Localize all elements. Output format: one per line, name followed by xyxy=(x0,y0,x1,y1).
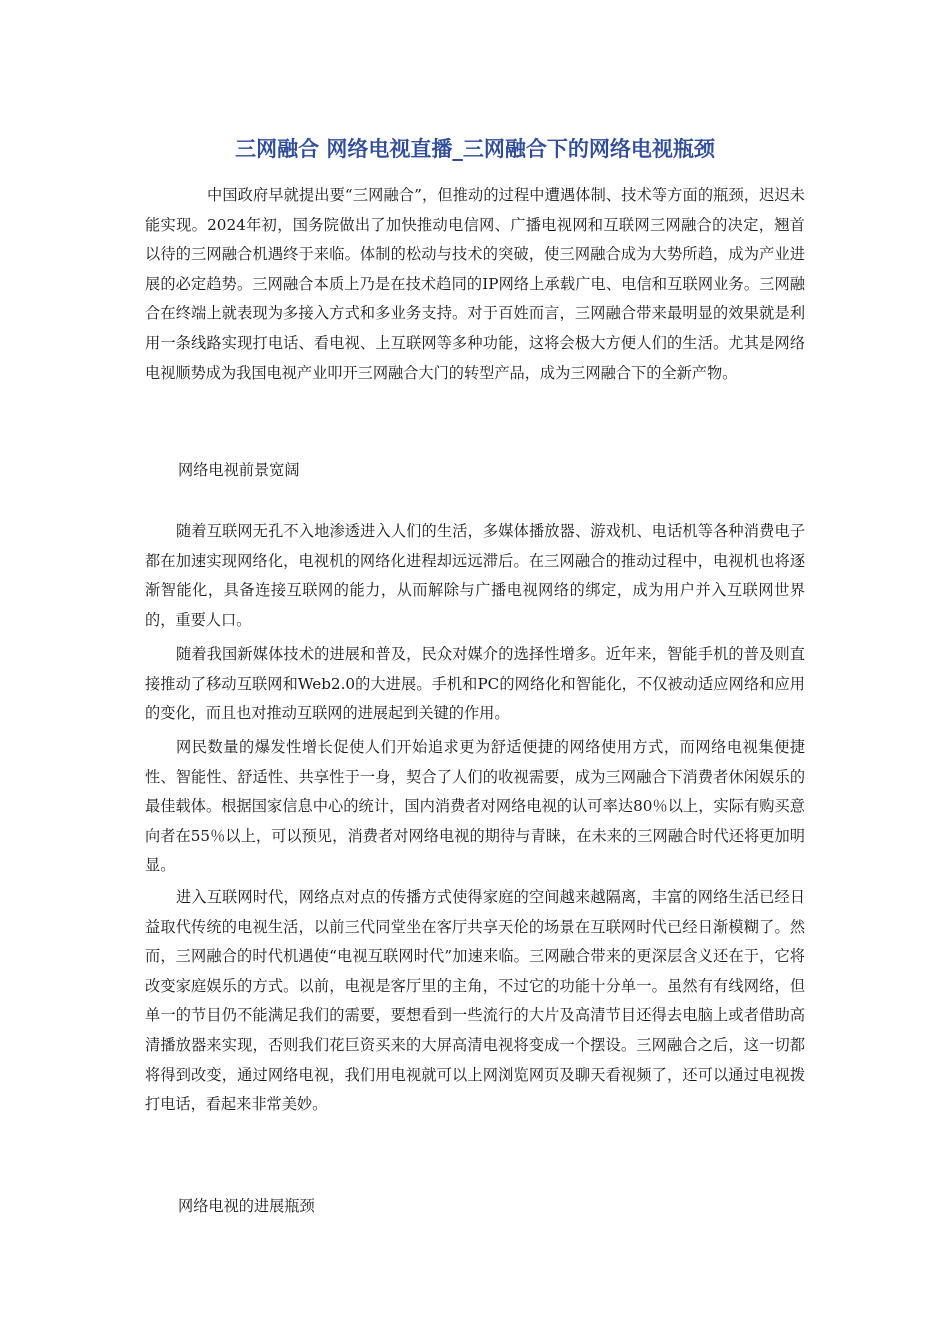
section-heading-prospects: 网络电视前景宽阔 xyxy=(178,461,300,479)
document-title: 三网融合 网络电视直播_三网融合下的网络电视瓶颈 xyxy=(235,137,715,161)
intro-paragraph: 中国政府早就提出要“三网融合”，但推动的过程中遭遇体制、技术等方面的瓶颈，迟迟未能实现。2024年初，国务院做出了加快推动电信网、广播电视网和互联网三网融合的决定，翘首以待的三网融合机遇终于来临。体制的松动与技术的突破，使三网融合成为大势所趋，成为产业进展的必定趋势。三网融合本质上乃是在技术趋同的IP网络上承载广电、电信和互联网业务。三网融合在终端上就表现为多接入方式和多业务支持。对于百姓而言，三网融合带来最明显的效果就是利用一条线路实现打电话、看电视、上互联网等多种功能，这将会极大方便人们的生活。尤其是网络电视顺势成为我国电视产业叩开三网融合大门的转型产品，成为三网融合下的全新产物。 xyxy=(145,186,805,382)
body-paragraph: 进入互联网时代，网络点对点的传播方式使得家庭的空间越来越隔离，丰富的网络生活已经日益取代传统的电视生活，以前三代同堂坐在客厅共享天伦的场景在互联网时代已经日渐模糊了。然而，三网融合的时代机遇使“电视互联网时代”加速来临。三网融合带来的更深层含义还在于，它将改变家庭娱乐的方式。以前，电视是客厅里的主角，不过它的功能十分单一。虽然有有线网络，但单一的节目仍不能满足我们的需要，要想看到一些流行的大片及高清节目还得去电脑上或者借助高清播放器来实现，否则我们花巨资买来的大屏高清电视将变成一个摆设。三网融合之后，这一切都将得到改变，通过网络电视，我们用电视就可以上网浏览网页及聊天看视频了，还可以通过电视拨打电话，看起来非常美妙。 xyxy=(145,888,805,1114)
body-paragraph: 随着我国新媒体技术的进展和普及，民众对媒介的选择性增多。近年来，智能手机的普及则直接推动了移动互联网和Web2.0的大进展。手机和PC的网络化和智能化，不仅被动适应网络和应用的变化，而且也对推动互联网的进展起到关键的作用。 xyxy=(145,645,805,723)
section-heading-bottlenecks: 网络电视的进展瓶颈 xyxy=(178,1197,315,1215)
body-paragraph: 随着互联网无孔不入地渗透进入人们的生活，多媒体播放器、游戏机、电话机等各种消费电子都在加速实现网络化，电视机的网络化进程却远远滞后。在三网融合的推动过程中，电视机也将逐渐智能化，具备连接互联网的能力，从而解除与广播电视网络的绑定，成为用户并入互联网世界的，重要人口。 xyxy=(145,522,805,629)
body-paragraph: 网民数量的爆发性增长促使人们开始追求更为舒适便捷的网络使用方式，而网络电视集便捷性、智能性、舒适性、共享性于一身，契合了人们的收视需要，成为三网融合下消费者休闲娱乐的最佳载体。根据国家信息中心的统计，国内消费者对网络电视的认可率达80％以上，实际有购买意向者在55％以上，可以预见，消费者对网络电视的期待与青睐，在未来的三网融合时代还将更加明显。 xyxy=(145,738,805,875)
